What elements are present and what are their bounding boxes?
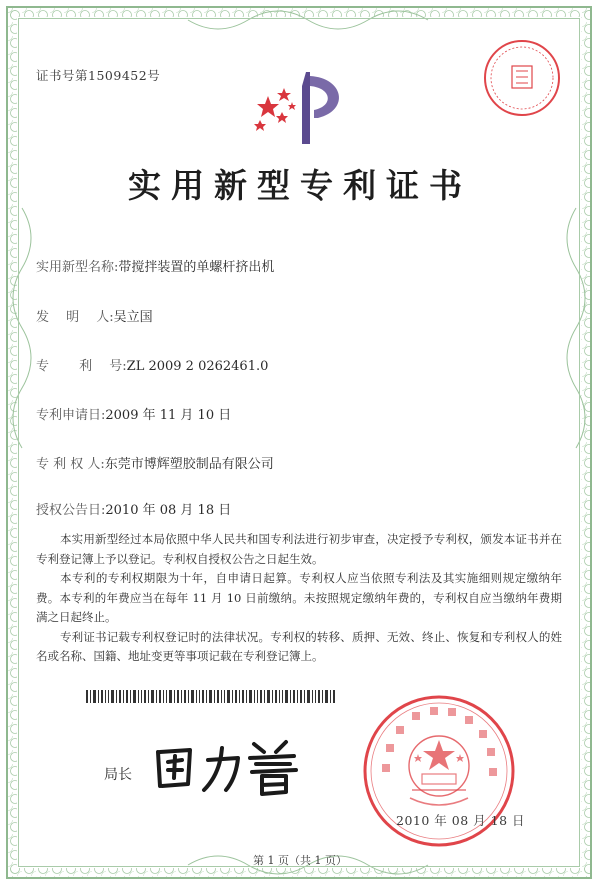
body-paragraph: 本实用新型经过本局依照中华人民共和国专利法进行初步审查，决定授予专利权，颁发本证书并在专利登记簿上予以登记。专利权自授权公告之日起生效。 (36, 532, 562, 566)
director-label: 局长 (104, 767, 132, 783)
field-grant-date: 授权公告日:2010 年 08 月 18 日 (36, 503, 232, 518)
page-indicator: 第 1 页（共 1 页） (253, 854, 347, 867)
certificate-number-value: 1509452 (88, 68, 148, 83)
sipo-logo (248, 66, 358, 148)
field-utility-model-name: 实用新型名称:带搅拌装置的单螺杆挤出机 (36, 260, 275, 275)
field-application-date: 专利申请日:2009 年 11 月 10 日 (36, 408, 232, 423)
director-signature (146, 730, 306, 798)
field-inventor: 发 明 人:吴立国 (36, 310, 153, 325)
field-patentee: 专 利 权 人:东莞市博辉塑胶制品有限公司 (36, 457, 274, 472)
certificate-body (36, 530, 562, 667)
registration-seal-stamp (482, 38, 562, 118)
issue-date: 2010 年 08 月 18 日 (396, 813, 525, 828)
barcode (86, 690, 336, 703)
body-paragraph: 专利证书记载专利权登记时的法律状况。专利权的转移、质押、无效、终止、恢复和专利权人的姓名或名称、国籍、地址变更等事项记载在专利登记簿上。 (36, 629, 562, 663)
certificate-title: 实用新型专利证书 (128, 166, 472, 205)
body-paragraph: 本专利的专利权期限为十年，自申请日起算。专利权人应当依照专利法及其实施细则规定缴纳年费。本专利的年费应当在每年 11 月 10 日前缴纳。未按照规定缴纳年费的，专利权自应当缴纳年费期满之日起终止。 (36, 571, 562, 624)
field-patent-number: 专 利 号:ZL 2009 2 0262461.0 (36, 359, 269, 374)
certificate-number: 证书号第1509452号 (36, 68, 161, 83)
